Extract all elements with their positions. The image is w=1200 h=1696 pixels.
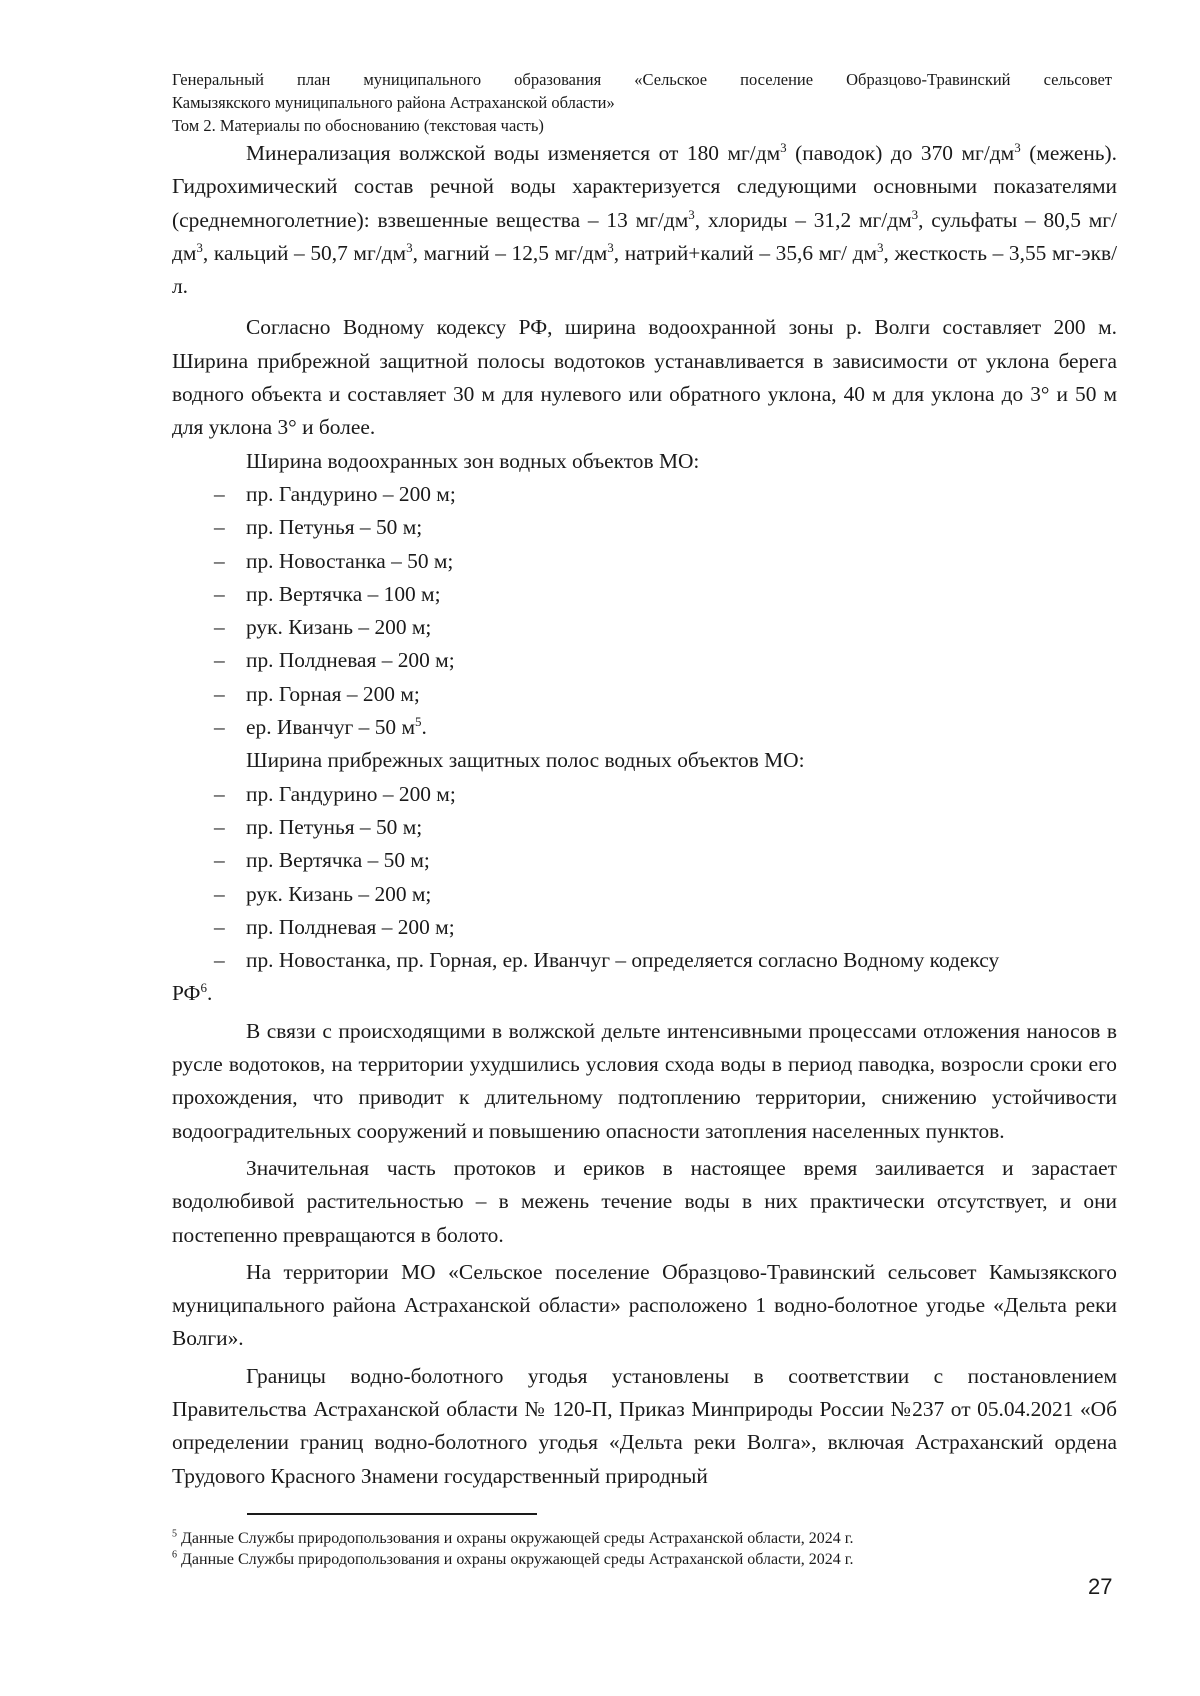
- list-item: – пр. Горная – 200 м;: [214, 681, 420, 706]
- footnote-ref-6[interactable]: 6: [200, 980, 207, 996]
- list-item: – пр. Новостанка – 50 м;: [214, 548, 454, 573]
- paragraph-sediment: В связи с происходящими в волжской дельте интенсивными процессами отложения наносов в русле водотоков, на территории ухудшились условия схода воды в период паводка, возросли сроки его прохождения, что приводит к длительному подтоплению территории, снижению устойчивости водооградительных сооружений и повышению опасности затопления населенных пунктов.: [172, 1018, 1117, 1143]
- paragraph-silting: Значительная часть протоков и ериков в настоящее время заиливается и зарастает водолюбивой растительностью – в межень течение воды в них практически отсутствует, и они постепенно превращаются в болото.: [172, 1155, 1117, 1247]
- list-item: – пр. Вертячка – 100 м;: [214, 581, 441, 606]
- footnote-5: $^5$ Данные Службы природопользования и охраны окружающей среды Астраханской области, 2024 г.: [172, 1528, 854, 1547]
- paragraph-wetland-boundaries: Границы водно-болотного угодья установлены в соответствии с постановлением Правительства Астраханской области № 120-П, Приказ Минприроды России №237 от 05.04.2021 «Об определении границ водно-болотного угодья «Дельта реки Волга», включая Астраханский ордена Трудового Красного Знамени государственный природный: [172, 1363, 1117, 1488]
- list-item: – рук. Кизань – 200 м;: [214, 881, 432, 906]
- paragraph-wetland: На территории МО «Сельское поселение Образцово-Травинский сельсовет Камызякского муниципального района Астраханской области» расположено 1 водно-болотное угодье «Дельта реки Волги».: [172, 1259, 1117, 1351]
- list-item: – пр. Петунья – 50 м;: [214, 814, 423, 839]
- paragraph-mineralization: Минерализация волжской воды изменяется от 180 $мг/дм^3$ (паводок) до 370 $мг/дм^3$ (межень). Гидрохимический состав речной воды характеризуется следующими основными показателями (среднемноголетние): взвешенные вещества – 13 $мг/дм^3$, хлориды – 31,2 $мг/дм^3$, сульфаты – 80,5 мг/ $дм^3$, кальций – 50,7 $мг/дм^3$, магний – 12,5 $мг/дм^3$, натрий+калий – 35,6 мг/ $дм^3$, жесткость – 3,55 мг-экв/л.: [172, 139, 1118, 299]
- list-item: – рук. Кизань – 200 м;: [214, 615, 432, 640]
- list-item: – пр. Петунья – 50 м;: [214, 515, 423, 540]
- footnotes: [172, 1528, 1112, 1570]
- document-body: [172, 137, 1117, 1493]
- page-number: 27: [1088, 1574, 1113, 1599]
- footnote-6: $^6$ Данные Службы природопользования и охраны окружающей среды Астраханской области, 2024 г.: [172, 1549, 854, 1568]
- list-item: – пр. Гандурино – 200 м;: [214, 481, 456, 506]
- list-item: – пр. Полдневая – 200 м;: [214, 648, 455, 673]
- header-line-3: Том 2. Материалы по обоснованию (текстовая часть): [172, 116, 544, 135]
- header-line-2: Камызякского муниципального района Астраханской области»: [172, 93, 615, 112]
- list-item: – пр. Полдневая – 200 м;: [214, 914, 455, 939]
- paragraph-water-code: Согласно Водному кодексу РФ, ширина водоохранной зоны р. Волги составляет 200 м. Ширина прибрежной защитной полосы водотоков устанавливается в зависимости от уклона берега водного объекта и составляет 30 м для нулевого или обратного уклона, 40 м для уклона до 3° и 50 м для уклона 3° и более.: [172, 315, 1117, 440]
- list-title-coastal-protection-strips: Ширина прибрежных защитных полос водных объектов МО:: [246, 748, 805, 773]
- list-item: – пр. Гандурино – 200 м;: [214, 781, 456, 806]
- header-line-1: Генеральный план муниципального образования «Сельское поселение Образцово-Травинский сельсовет: [172, 70, 1112, 89]
- list-item-continuation: $РФ^6$.: [172, 980, 213, 1006]
- running-header: [172, 68, 1112, 137]
- list-item: – пр. Вертячка – 50 м;: [214, 848, 430, 873]
- list-item: – пр. Новостанка, пр. Горная, ер. Иванчуг – определяется согласно Водному кодексу: [214, 948, 1000, 973]
- footnote-ref-5[interactable]: 5: [414, 713, 422, 729]
- list-item: – ер. Иванчуг – 50 $м^5$.: [214, 713, 427, 740]
- footnote-separator: [247, 1513, 537, 1515]
- list-title-water-protection-zones: Ширина водоохранных зон водных объектов МО:: [246, 448, 700, 473]
